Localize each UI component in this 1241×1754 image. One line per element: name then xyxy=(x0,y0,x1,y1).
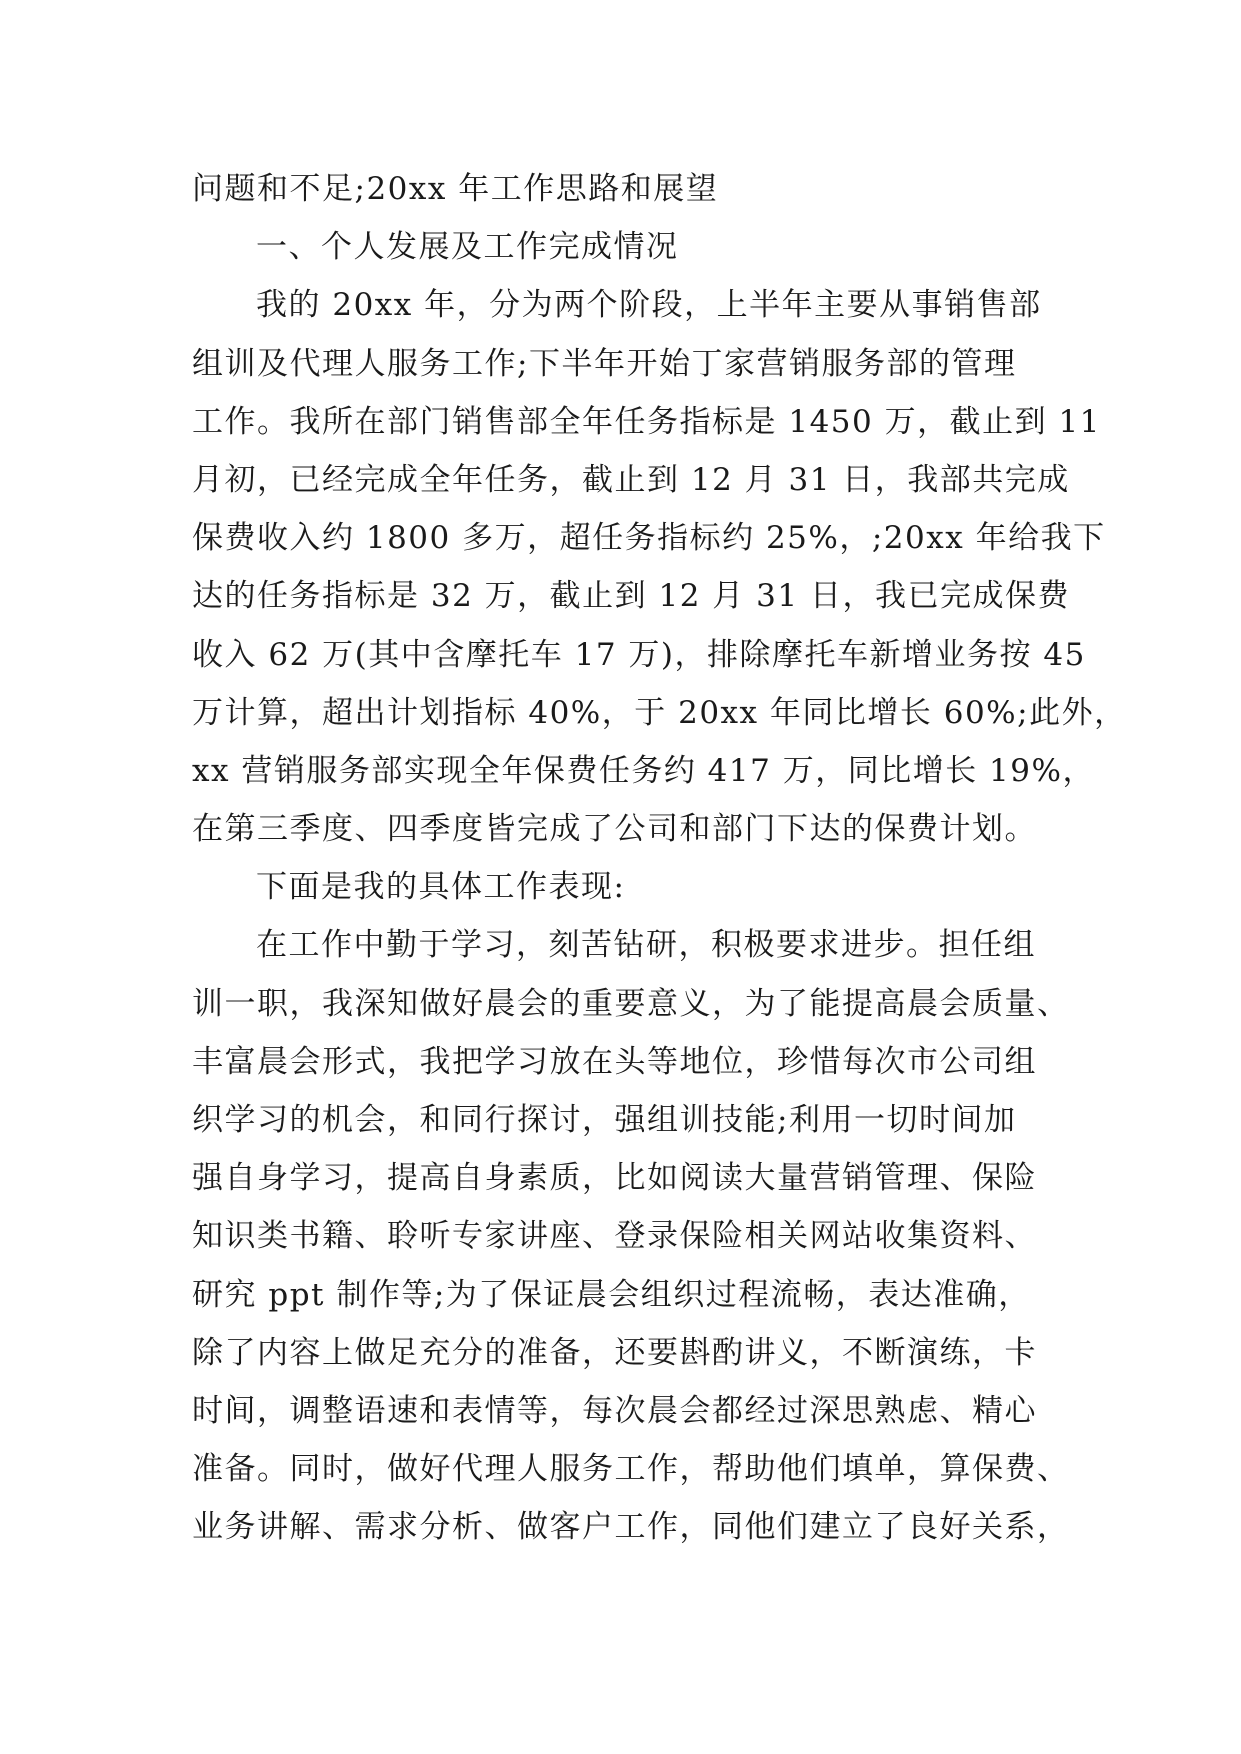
text-line: 织学习的机会，和同行探讨，强组训技能;利用一切时间加 xyxy=(192,1102,1017,1138)
text-line: 研究 ppt 制作等;为了保证晨会组织过程流畅，表达准确， xyxy=(192,1276,1031,1313)
text-line: 业务讲解、需求分析、做客户工作，同他们建立了良好关系， xyxy=(192,1509,1070,1546)
text-line: 问题和不足;20xx 年工作思路和展望 xyxy=(192,171,719,207)
paragraph-start: 下面是我的具体工作表现: xyxy=(256,869,626,906)
text-line: 达的任务指标是 32 万，截止到 12 月 31 日，我已完成保费 xyxy=(192,578,1070,615)
text-line: 训一职，我深知做好晨会的重要意义，为了能提高晨会质量、 xyxy=(192,985,1070,1022)
text-line: 月初，已经完成全年任务，截止到 12 月 31 日，我部共完成 xyxy=(192,461,1070,498)
text-line: 知识类书籍、聆听专家讲座、登录保险相关网站收集资料、 xyxy=(192,1218,1037,1255)
body-text xyxy=(192,160,1127,1557)
text-line: 除了内容上做足充分的准备，还要斟酌讲义，不断演练，卡 xyxy=(192,1334,1037,1371)
text-line: 强自身学习，提高自身素质，比如阅读大量营销管理、保险 xyxy=(192,1160,1037,1197)
text-line: 组训及代理人服务工作;下半年开始丁家营销服务部的管理 xyxy=(192,345,1017,382)
text-line: 丰富晨会形式，我把学习放在头等地位，珍惜每次市公司组 xyxy=(192,1043,1037,1080)
paragraph-start: 我的 20xx 年，分为两个阶段，上半年主要从事销售部 xyxy=(256,287,1042,324)
text-line: 工作。我所在部门销售部全年任务指标是 1450 万，截止到 11 xyxy=(192,403,1101,440)
section-heading: 一、个人发展及工作完成情况 xyxy=(256,229,679,266)
text-line: 收入 62 万(其中含摩托车 17 万)，排除摩托车新增业务按 45 xyxy=(192,636,1086,673)
text-line: 准备。同时，做好代理人服务工作，帮助他们填单，算保费、 xyxy=(192,1451,1070,1488)
text-line: 在第三季度、四季度皆完成了公司和部门下达的保费计划。 xyxy=(192,811,1037,848)
text-line: 保费收入约 1800 多万，超任务指标约 25%，;20xx 年给我下 xyxy=(192,520,1106,557)
text-line: xx 营销服务部实现全年保费任务约 417 万，同比增长 19%， xyxy=(192,752,1095,789)
paragraph-start: 在工作中勤于学习，刻苦钻研，积极要求进步。担任组 xyxy=(256,927,1036,964)
text-line: 万计算，超出计划指标 40%，于 20xx 年同比增长 60%;此外， xyxy=(192,694,1127,731)
text-line: 时间，调整语速和表情等，每次晨会都经过深思熟虑、精心 xyxy=(192,1392,1037,1429)
